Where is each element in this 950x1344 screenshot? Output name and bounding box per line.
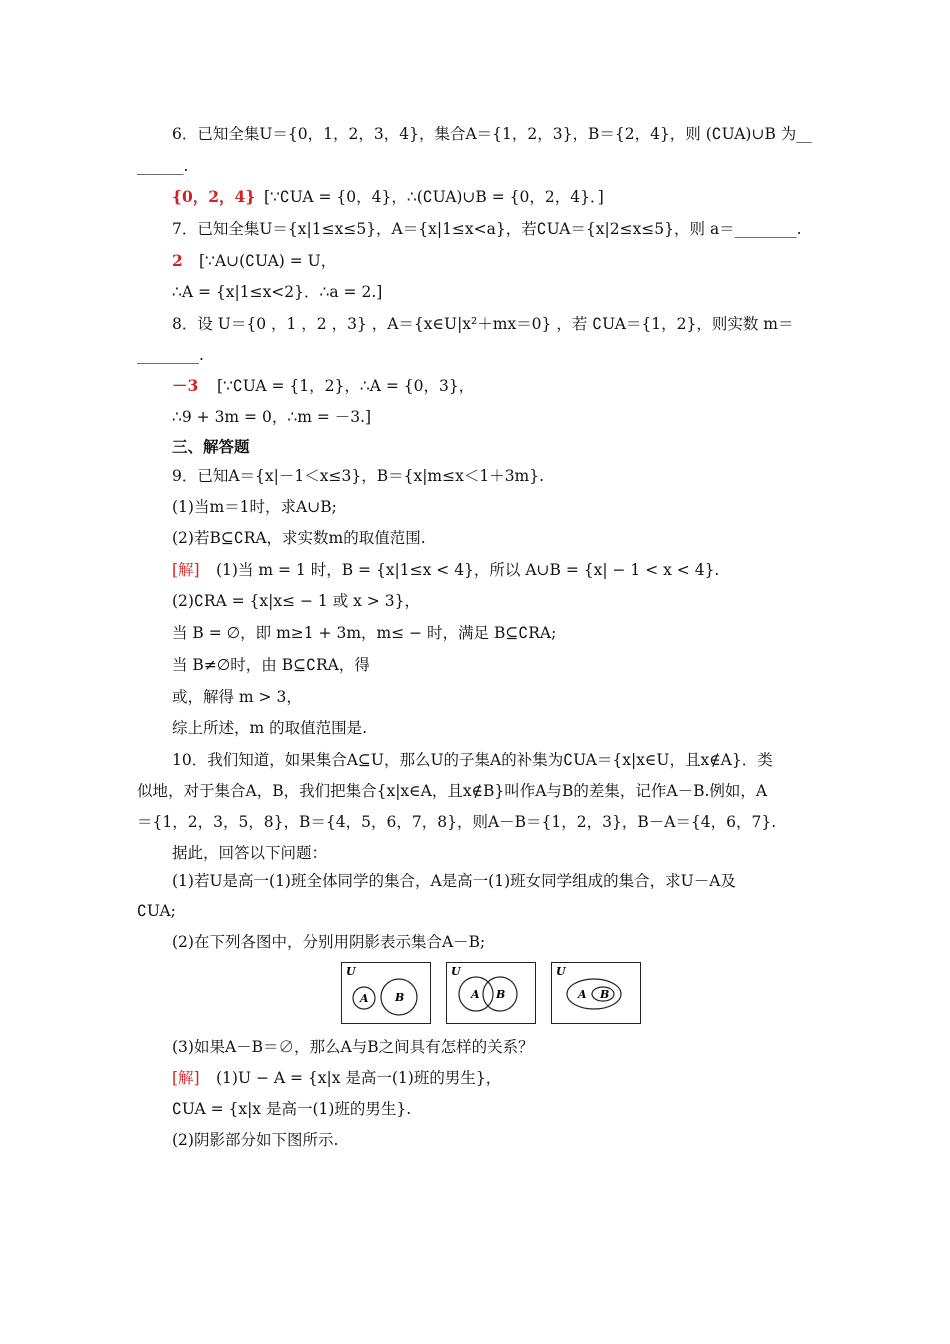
venn3-a-label: A [578,988,587,1001]
q9-solution-tag: [解] [172,561,200,579]
q9-solution2: (2)∁RA = {x|x≤ − 1 或 x > 3}， [172,592,420,610]
venn1-b-label: B [395,991,405,1004]
q8-answer: －3 [172,376,199,395]
q10-line2: 似地，对于集合A，B，我们把集合{x|x∈A，且x∉B}叫作A与B的差集，记作A－B.例如，A [137,782,768,800]
venn-diagram-overlapping [446,962,536,1024]
q10-line1: 10．我们知道，如果集合A⊆U，那么U的子集A的补集为∁UA＝{x|x∈U，且x∉A}．类 [172,751,773,769]
venn2-u-label: U [451,965,461,978]
q7-line1: 7．已知全集U＝{x|1≤x≤5}，A＝{x|1≤x<a}，若∁UA＝{x|2≤x≤5}，则 a＝________. [172,220,802,238]
q9-solution6: 综上所述，m 的取值范围是. [172,719,368,737]
q6-explanation: [∵∁UA = {0，4}，∴(∁UA)∪B = {0，2，4}．] [264,188,604,206]
q9-solution1: (1)当 m = 1 时，B = {x|1≤x < 4}，所以 A∪B = {x| − 1 < x < 4}. [216,561,720,579]
q10-line3: ＝{1，2，3，5，8}，B＝{4，5，6，7，8}，则A－B＝{1，2，3}，B－A＝{4，6，7}. [137,813,777,831]
q8-explanation1: [∵∁UA = {1，2}，∴A = {0，3}， [217,377,475,395]
q8-line2: ________. [137,346,204,364]
q9-line1: 9．已知A＝{x|－1＜x≤3}，B＝{x|m≤x＜1＋3m}. [172,467,545,485]
venn3-b-label: B [600,988,610,1001]
q10-solution2: ∁UA = {x|x 是高一(1)班的男生}. [172,1100,412,1118]
q7-explanation2: ∴A = {x|1≤x<2}．∴a = 2.] [172,283,383,301]
q6-answer: {0，2，4} [172,187,256,206]
q10-part1-line1: (1)若U是高一(1)班全体同学的集合，A是高一(1)班女同学组成的集合，求U－A及 [172,872,736,890]
q10-part2: (2)在下列各图中，分别用阴影表示集合A－B; [172,933,486,951]
section-heading: 三、解答题 [172,437,250,456]
q9-part2: (2)若B⊆∁RA，求实数m的取值范围. [172,529,426,547]
venn3-ellipse-a [567,979,621,1009]
venn-diagram-separate [341,962,431,1024]
q8-line1: 8．设 U＝{0 ，1 ，2 ，3} ，A＝{x∈U|x²＋mx＝0} ，若 ∁UA＝{1，2}，则实数 m＝ [172,315,794,333]
q7-answer: 2 [172,251,183,270]
q10-solution1: (1)U − A = {x|x 是高一(1)班的男生}， [216,1069,502,1087]
venn3-u-label: U [556,965,566,978]
q10-line4: 据此，回答以下问题： [172,844,328,862]
q9-solution4: 当 B≠∅时，由 B⊆∁RA，得 [172,656,370,674]
q9-part1: (1)当m＝1时，求A∪B; [172,498,337,516]
venn2-a-label: A [471,988,480,1001]
venn1-u-label: U [346,965,356,978]
q8-explanation2: ∴9 + 3m = 0，∴m = －3.] [172,408,372,426]
q10-solution3: (2)阴影部分如下图所示. [172,1131,339,1149]
venn1-a-label: A [360,992,369,1005]
q10-part1-line2: ∁UA; [137,902,176,920]
q6-line1: 6．已知全集U＝{0，1，2，3，4}，集合A＝{1，2，3}，B＝{2，4}，则 (∁UA)∪B 为__ [172,125,812,143]
q9-solution3: 当 B = ∅，即 m≥1 + 3m，m≤ − 时，满足 B⊆∁RA; [172,624,557,642]
q6-line2: ______. [137,157,189,175]
q10-solution-tag: [解] [172,1069,200,1087]
q9-solution5: 或，解得 m > 3， [172,688,302,706]
q10-part3: (3)如果A－B＝∅，那么A与B之间具有怎样的关系？ [172,1038,534,1056]
q7-explanation1: [∵A∪(∁UA) = U， [199,252,337,270]
venn2-b-label: B [496,988,506,1001]
venn-diagram-subset [551,962,641,1024]
